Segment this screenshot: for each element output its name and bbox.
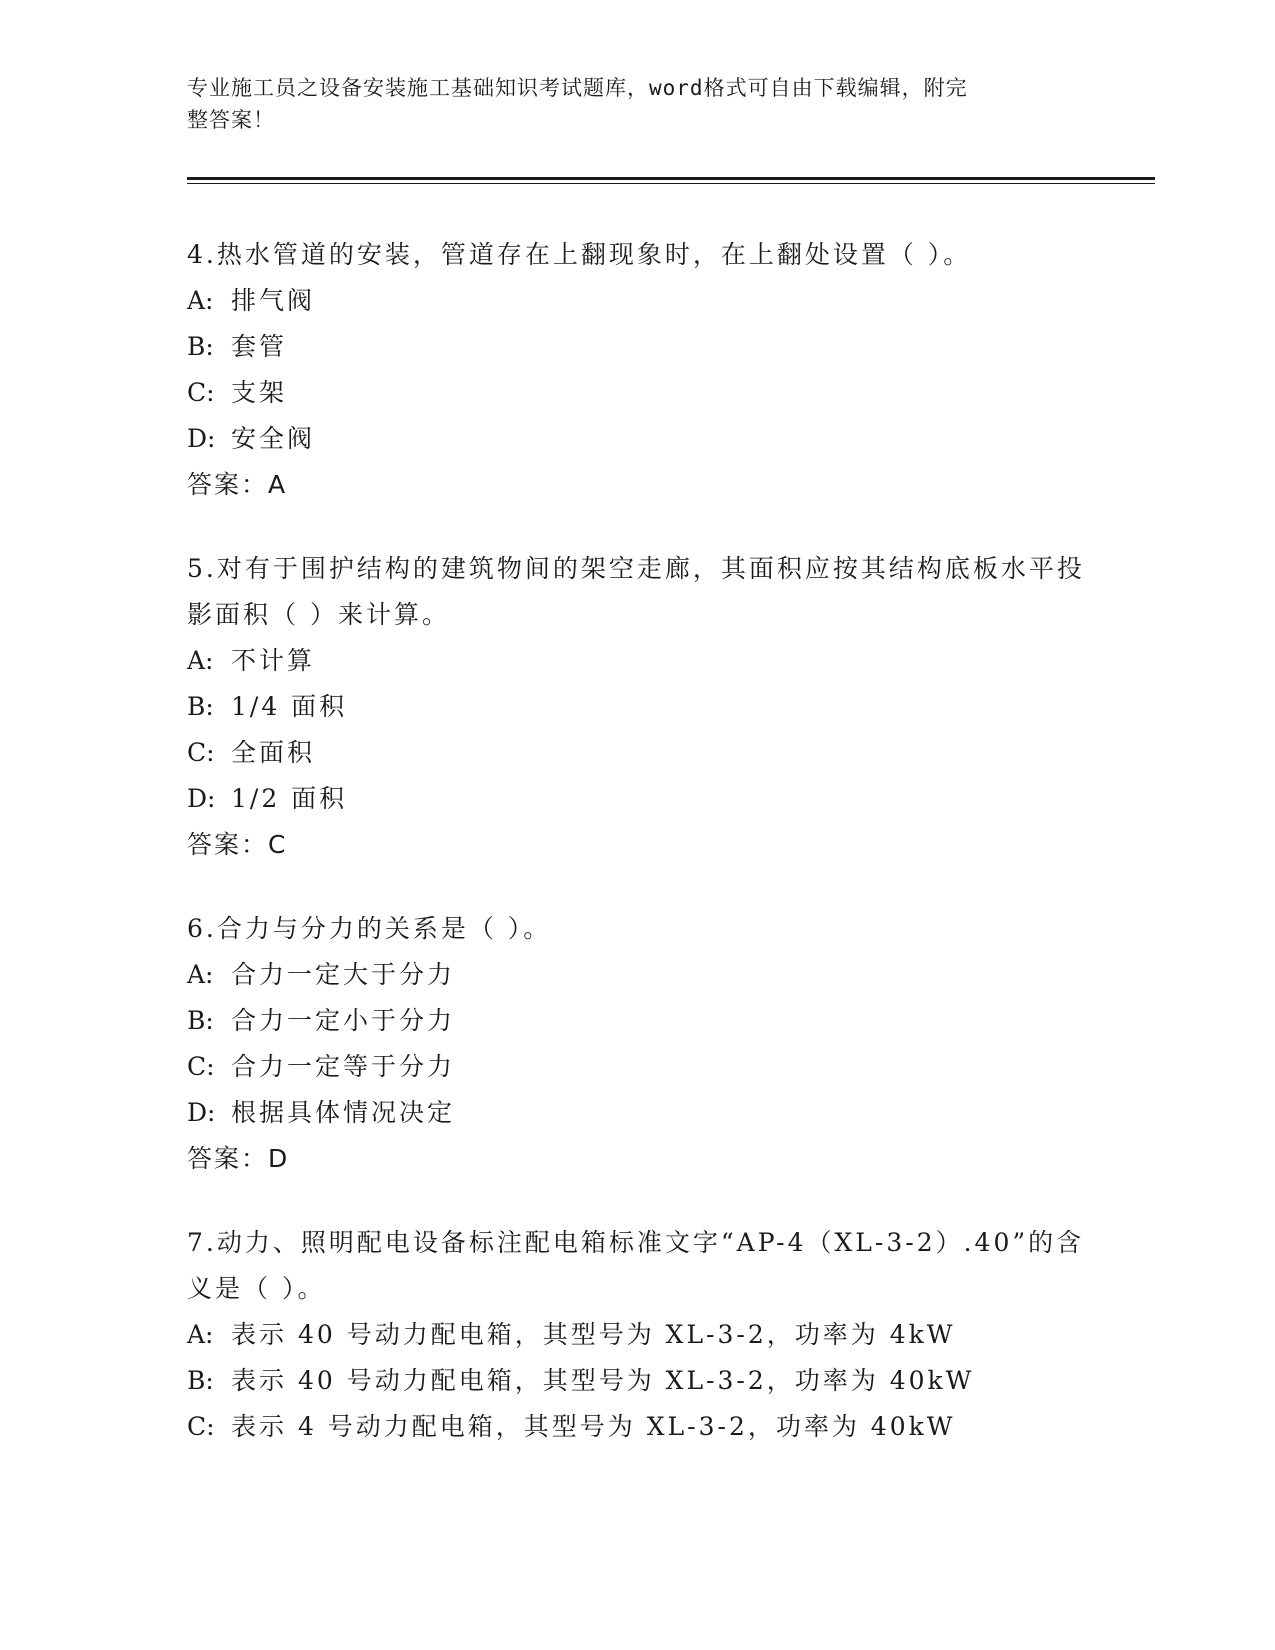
header-divider-thick (187, 177, 1155, 180)
option-key: A: (187, 286, 214, 315)
option-text: 全面积 (231, 738, 316, 767)
option-c (187, 1404, 1087, 1450)
option-key: B: (187, 1006, 214, 1035)
option-key: D: (187, 784, 216, 813)
option-text: 合力一定等于分力 (231, 1052, 456, 1081)
header-line-2: 整答案！ (187, 108, 275, 132)
answer-text: 答案：D (187, 1144, 290, 1173)
question-text: 5.对有于围护结构的建筑物间的架空走廊，其面积应按其结构底板水平投影面积（ ）来计算。 (187, 554, 1085, 629)
option-text: 合力一定大于分力 (231, 960, 456, 989)
option-key: A: (187, 1320, 214, 1349)
option-b (187, 998, 1087, 1044)
option-text: 表示 40 号动力配电箱，其型号为 XL-3-2，功率为 40kW (231, 1366, 975, 1395)
question-text: 7.动力、照明配电设备标注配电箱标准文字“AP-4（XL-3-2）.40”的含义是（ ）。 (187, 1228, 1085, 1303)
option-a (187, 278, 1087, 324)
option-a (187, 1312, 1087, 1358)
header-line-1: 专业施工员之设备安装施工基础知识考试题库，word格式可自由下载编辑，附完 (187, 76, 968, 100)
option-d (187, 416, 1087, 462)
question-5 (187, 546, 1087, 868)
question-6 (187, 906, 1087, 1182)
option-b (187, 324, 1087, 370)
option-d (187, 776, 1087, 822)
option-text: 1/4 面积 (231, 692, 348, 721)
option-c (187, 730, 1087, 776)
option-text: 1/2 面积 (231, 784, 348, 813)
option-key: C: (187, 738, 215, 767)
option-key: B: (187, 692, 214, 721)
option-key: C: (187, 1412, 215, 1441)
option-c (187, 1044, 1087, 1090)
header-divider-thin (187, 183, 1155, 184)
option-text: 表示 40 号动力配电箱，其型号为 XL-3-2，功率为 4kW (231, 1320, 956, 1349)
option-text: 支架 (231, 378, 288, 407)
option-text: 合力一定小于分力 (231, 1006, 456, 1035)
option-text: 表示 4 号动力配电箱，其型号为 XL-3-2，功率为 40kW (231, 1412, 956, 1441)
option-b (187, 684, 1087, 730)
question-text: 4.热水管道的安装，管道存在上翻现象时，在上翻处设置（ ）。 (187, 240, 972, 269)
option-text: 套管 (231, 332, 288, 361)
option-text: 根据具体情况决定 (231, 1098, 456, 1127)
option-a (187, 638, 1087, 684)
option-key: B: (187, 332, 214, 361)
option-a (187, 952, 1087, 998)
document-header (187, 72, 1087, 136)
option-b (187, 1358, 1087, 1404)
question-text: 6.合力与分力的关系是（ ）。 (187, 914, 552, 943)
question-7 (187, 1220, 1087, 1450)
option-key: D: (187, 1098, 216, 1127)
option-c (187, 370, 1087, 416)
option-key: B: (187, 1366, 214, 1395)
answer-text: 答案：A (187, 470, 288, 499)
question-list (187, 232, 1087, 1488)
option-key: A: (187, 960, 214, 989)
option-text: 安全阀 (231, 424, 316, 453)
option-key: C: (187, 378, 215, 407)
answer-text: 答案：C (187, 830, 288, 859)
option-text: 排气阀 (231, 286, 316, 315)
option-key: D: (187, 424, 216, 453)
option-key: A: (187, 646, 214, 675)
option-key: C: (187, 1052, 215, 1081)
option-text: 不计算 (231, 646, 316, 675)
option-d (187, 1090, 1087, 1136)
question-4 (187, 232, 1087, 508)
